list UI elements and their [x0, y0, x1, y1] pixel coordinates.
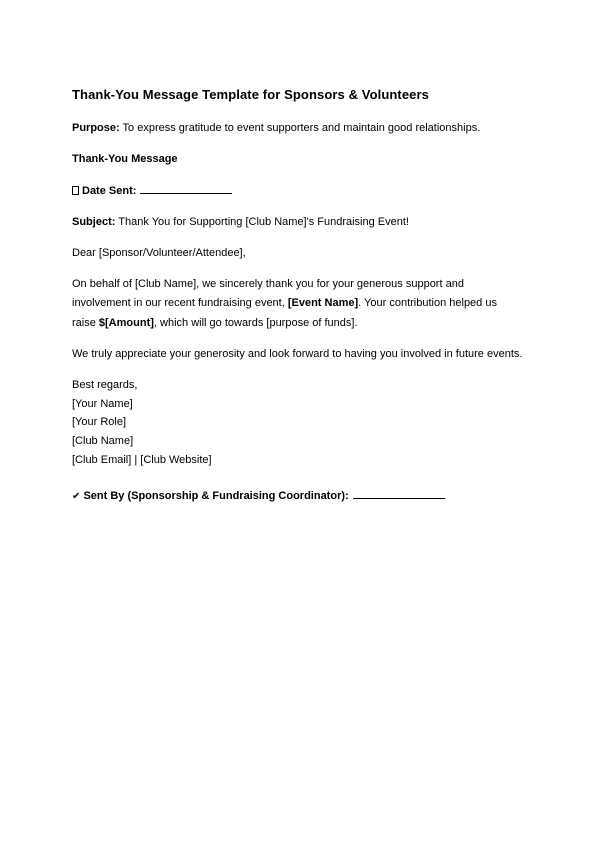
signoff-name: [Your Name]	[72, 398, 133, 410]
signoff-contact: [Club Email] | [Club Website]	[72, 454, 212, 466]
document-title: Thank-You Message Template for Sponsors & Volunteers	[72, 87, 429, 102]
signoff-closing: Best regards,	[72, 379, 138, 391]
date-sent-blank	[140, 184, 232, 194]
subject-label: Subject:	[72, 216, 116, 228]
purpose-label: Purpose:	[72, 122, 120, 134]
checkmark-icon: ✔	[72, 491, 81, 502]
signoff-role: [Your Role]	[72, 416, 127, 428]
event-name-placeholder: [Event Name]	[287, 297, 359, 309]
sent-by-line	[72, 489, 445, 503]
body-line-3-pre: raise	[72, 317, 99, 329]
signoff-club: [Club Name]	[72, 435, 134, 447]
body-line-1: On behalf of [Club Name], we sincerely thank you for your generous support and	[72, 278, 464, 290]
body-line-3-post: , which will go towards [purpose of funds].	[153, 317, 358, 329]
subject-line	[72, 216, 409, 229]
section-heading: Thank-You Message	[72, 153, 178, 165]
body-line-2-post: . Your contribution helped us	[358, 297, 497, 309]
purpose-line	[72, 122, 480, 135]
appreciation-text: We truly appreciate your generosity and look forward to having you involved in future events.	[72, 348, 523, 360]
greeting: Dear [Sponsor/Volunteer/Attendee],	[72, 247, 246, 259]
purpose-text: To express gratitude to event supporters and maintain good relationships.	[119, 122, 481, 134]
body-line-2-pre: involvement in our recent fundraising event,	[72, 297, 288, 309]
body-line-3	[72, 317, 358, 330]
body-line-2	[72, 297, 497, 310]
subject-text: Thank You for Supporting [Club Name]'s Fundraising Event!	[115, 216, 409, 228]
sent-by-blank	[353, 489, 445, 499]
date-sent-line	[72, 184, 232, 198]
date-sent-label: Date Sent:	[82, 185, 137, 197]
sent-by-label: Sent By (Sponsorship & Fundraising Coordinator):	[83, 490, 349, 502]
amount-placeholder: $[Amount]	[98, 317, 154, 329]
checkbox-icon	[72, 186, 79, 195]
